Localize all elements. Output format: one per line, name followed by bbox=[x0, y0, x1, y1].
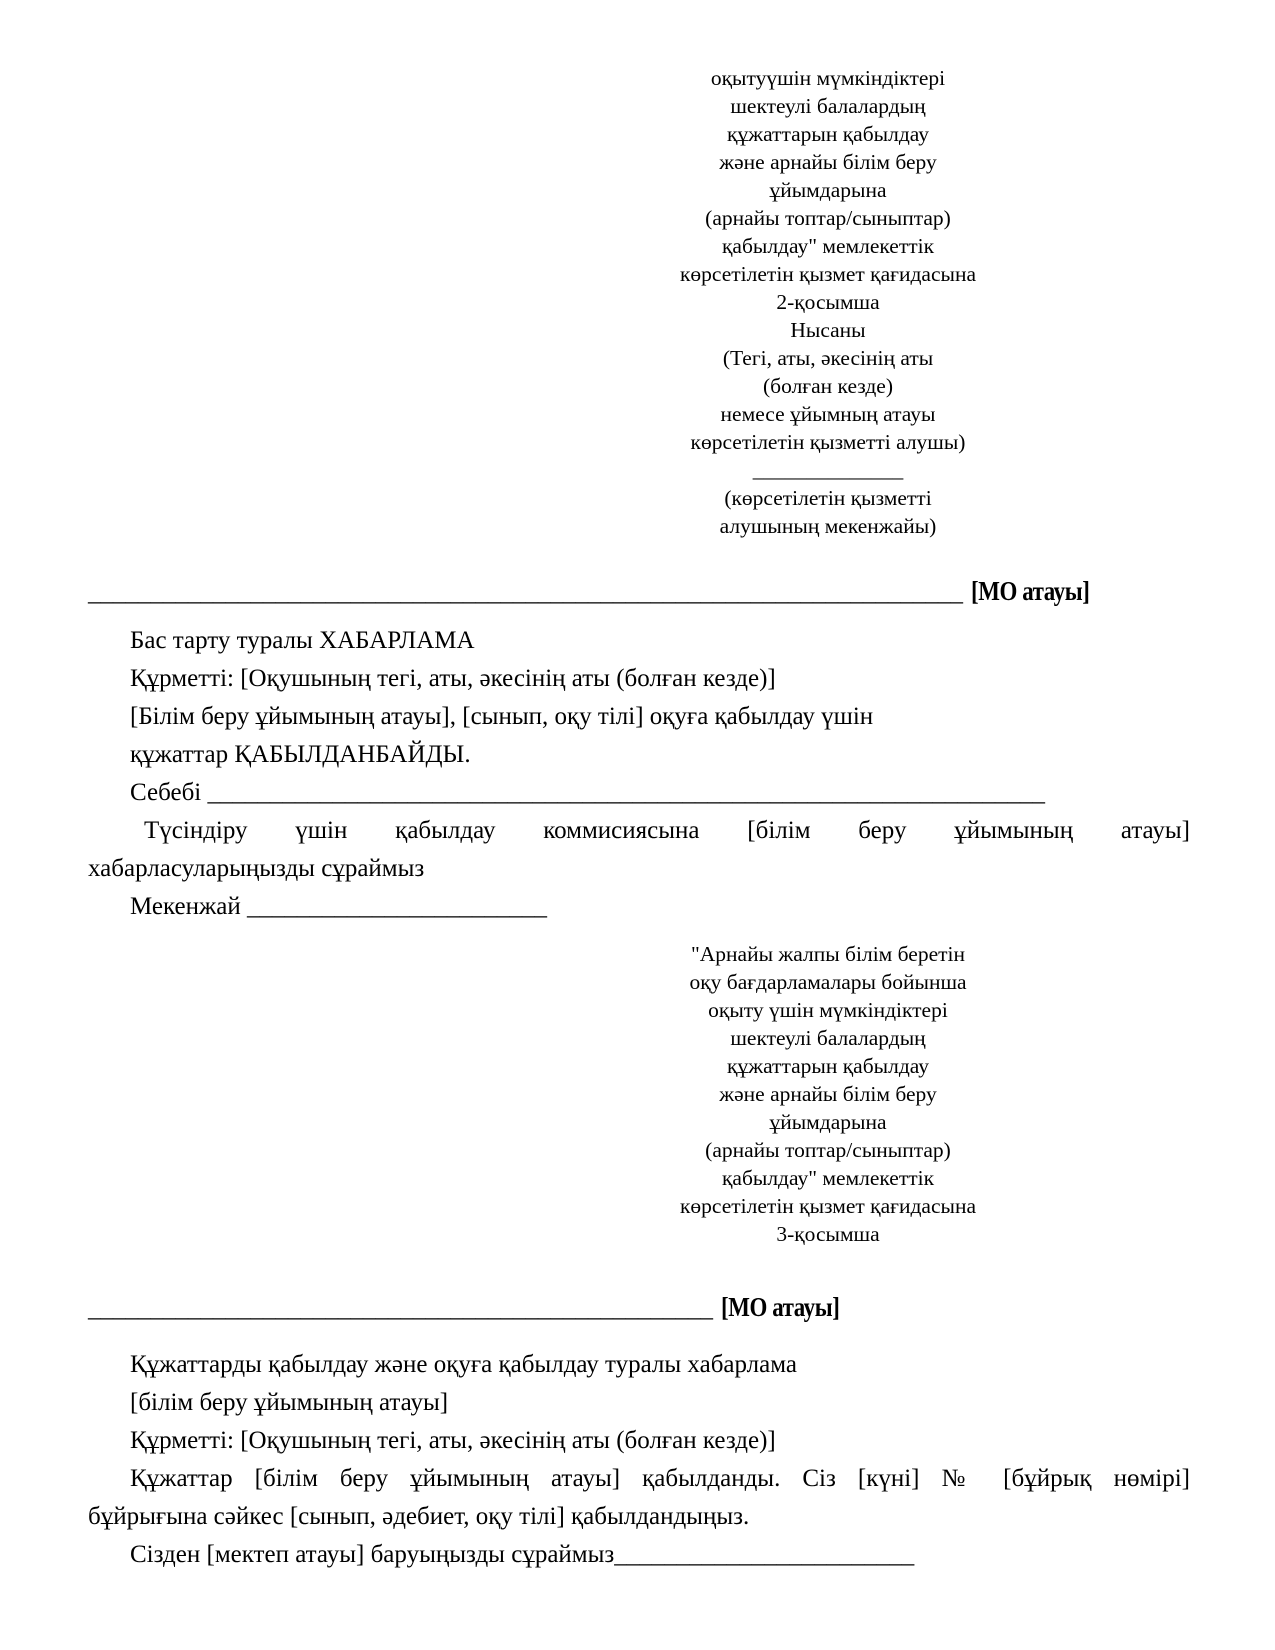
acceptance-org-line: [білім беру ұйымының атауы] bbox=[130, 1389, 449, 1416]
appendix-2-line: (арнайы топтар/сыныптар) bbox=[705, 206, 951, 230]
address-fill-in-line: Мекенжай ________________________ bbox=[130, 893, 547, 920]
fill-in-blank: __________________________________________________ bbox=[88, 1295, 713, 1322]
appendix-3-number: 3-қосымша bbox=[776, 1222, 880, 1246]
reason-fill-in-line: Себебі ___________________________________________________________________ bbox=[130, 779, 1045, 806]
mo-name-label: [МО атауы] bbox=[721, 1292, 840, 1322]
appendix-2-line: шектеулі балалардың bbox=[730, 94, 926, 118]
appendix-3-line: шектеулі балалардың bbox=[730, 1026, 926, 1050]
appendix-3-line: және арнайы білім беру bbox=[719, 1082, 937, 1106]
appendix-2-line: көрсетілетін қызмет қағидасына bbox=[679, 262, 976, 286]
acceptance-body-line: бұйрығына сәйкес [сынып, әдебиет, оқу тілі] қабылдандыңыз. bbox=[88, 1503, 750, 1530]
appendix-2-line: ұйымдарына bbox=[769, 178, 887, 202]
address-caption-line: (көрсетілетін қызметті bbox=[724, 486, 932, 510]
appendix-3-line: құжаттарын қабылдау bbox=[727, 1054, 929, 1078]
appendix-3-line: оқыту үшін мүмкіндіктері bbox=[708, 998, 948, 1022]
acceptance-notice-title: Құжаттарды қабылдау және оқуға қабылдау туралы хабарлама bbox=[130, 1351, 797, 1378]
form-label: Нысаны bbox=[790, 318, 866, 342]
appendix-2-number: 2-қосымша bbox=[776, 290, 880, 314]
address-fill-in-blank: ______________ bbox=[752, 458, 904, 482]
appendix-2-line: және арнайы білім беру bbox=[719, 150, 937, 174]
address-caption-line: алушының мекенжайы) bbox=[719, 514, 937, 538]
fill-in-blank: ______________________________________________________________________ bbox=[88, 579, 963, 606]
appendix-3-line: (арнайы топтар/сыныптар) bbox=[705, 1138, 951, 1162]
mo-name-label: [МО атауы] bbox=[971, 576, 1090, 606]
appendix-2-note bbox=[478, 0, 1178, 540]
refusal-body-line: [Білім беру ұйымының атауы], [сынып, оқу тілі] оқуға қабылдау үшін bbox=[130, 703, 874, 730]
mo-name-signature-line bbox=[88, 572, 1190, 612]
recipient-note-line: немесе ұйымның атауы bbox=[720, 402, 936, 426]
recipient-note-line: көрсетілетін қызметті алушы) bbox=[690, 430, 966, 454]
refusal-notice-title: Бас тарту туралы ХАБАРЛАМА bbox=[130, 627, 475, 654]
recipient-note-line: (болған кезде) bbox=[763, 374, 893, 398]
appendix-3-line: көрсетілетін қызмет қағидасына bbox=[679, 1194, 976, 1218]
appendix-2-line: оқытуүшін мүмкіндіктері bbox=[710, 66, 946, 90]
appendix-3-line: қабылдау" мемлекеттік bbox=[721, 1166, 935, 1190]
appendix-3-line: "Арнайы жалпы білім беретін bbox=[690, 942, 966, 966]
visit-request-fill-in-line: Сізден [мектеп атауы] баруыңызды сұраймыз________________________ bbox=[130, 1541, 915, 1568]
refusal-body-line: Түсіндіру үшін қабылдау коммисиясына [білім беру ұйымының атауы] bbox=[144, 817, 1190, 844]
refusal-body-line: құжаттар ҚАБЫЛДАНБАЙДЫ. bbox=[130, 741, 471, 768]
acceptance-notice-section bbox=[88, 1346, 1190, 1574]
mo-name-signature-line bbox=[88, 1288, 1190, 1328]
appendix-2-line: қабылдау" мемлекеттік bbox=[721, 234, 935, 258]
appendix-3-note bbox=[478, 940, 1178, 1248]
refusal-body-line: хабарласуларыңызды сұраймыз bbox=[88, 855, 425, 882]
acceptance-greeting-line: Құрметті: [Оқушының тегі, аты, әкесінің аты (болған кезде)] bbox=[130, 1427, 776, 1454]
appendix-2-line: құжаттарын қабылдау bbox=[727, 122, 929, 146]
refusal-notice-section bbox=[88, 622, 1190, 926]
refusal-greeting-line: Құрметті: [Оқушының тегі, аты, әкесінің аты (болған кезде)] bbox=[130, 665, 776, 692]
recipient-note-line: (Тегі, аты, әкесінің аты bbox=[722, 346, 934, 370]
acceptance-body-line: Құжаттар [білім беру ұйымының атауы] қабылданды. Сіз [күні] № [бұйрық нөмірі] bbox=[130, 1465, 1190, 1492]
appendix-3-line: ұйымдарына bbox=[769, 1110, 887, 1134]
appendix-3-line: оқу бағдарламалары бойынша bbox=[689, 970, 967, 994]
